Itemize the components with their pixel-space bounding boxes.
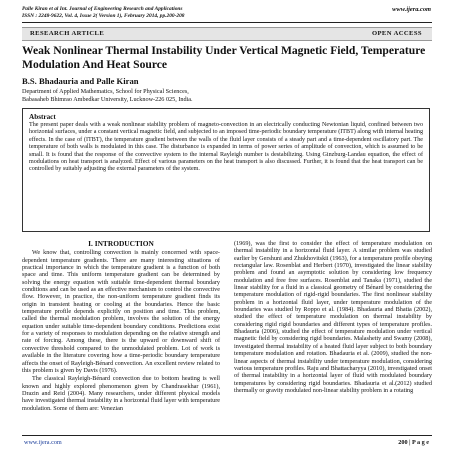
section-heading-introduction: I. INTRODUCTION: [88, 239, 154, 248]
abstract-heading: Abstract: [29, 113, 56, 121]
abstract-box: [22, 108, 430, 232]
journal-citation: [22, 6, 432, 19]
author-affiliation: [22, 88, 322, 103]
paper-authors: B.S. Bhadauria and Palle Kiran: [22, 76, 139, 86]
citation-line-2: ISSN : 2248-9622, Vol. 4, Issue 2( Version 1), February 2014, pp.200-208: [22, 12, 185, 19]
affiliation-line-2: Babasaheb Bhimrao Ambedkar University, Lucknow-226 025, India.: [22, 95, 193, 103]
right-column: [234, 240, 432, 395]
intro-paragraph-2: The classical Rayleigh-Bénard convection due to bottom heating is well known and highly explored phenomenon given by Chandrasekhar (1961), Drazin and Reid (2004). Many researchers, under different physical models have investigated thermal instability in a horizontal fluid layer with temperature modulation. Some of them are: Venezian: [22, 375, 220, 412]
page-number: 200 | P a g e: [398, 439, 429, 446]
article-type-label: RESEARCH ARTICLE: [30, 30, 105, 37]
intro-paragraph-1: We know that, controlling convection is mainly concerned with space-dependent temperature gradients. There are many interesting situations of practical importance in which the temperature gradient is a function of both space and time. This uniform temperature gradient can be determined by solving the energy equation with suitable time-dependent thermal boundary conditions and can be used as an effective mechanism to control the convective flow. However, in practice, the non-uniform temperature gradient finds its origin in transient heating or cooling at the boundaries. Hence the basic temperature profile depends explicitly on position and time. This problem, called the thermal modulation problem, involves the solution of the energy equation under suitable time-dependent boundary conditions. Predictions exist for a variety of responses to modulation depending on the relative strength and rate of forcing. Among these, there is the upward or downward shift of convective threshold compared to the unmodulated problem. Lot of work is available in the literature covering how a time-periodic boundary temperature affects the onset of Rayleigh-Bénard convection. An excellent review related to this problem is given by Davis (1976).: [22, 249, 220, 374]
affiliation-line-1: Department of Applied Mathematics, School for Physical Sciences,: [22, 88, 189, 95]
footer-rule: [22, 435, 432, 436]
open-access-label: OPEN ACCESS: [371, 30, 422, 37]
abstract-text: The present paper deals with a weak nonlinear stability problem of magneto-convection in an electrically conducting Newtonian liquid, confined between two horizontal surfaces, under a constant vertical magnetic field, and subjected to an imposed time-periodic boundary temperature (ITBT) along with internal heating effects. In the case of (ITBT), the temperature gradient between the walls of the fluid layer consists of a steady part and a time-dependent oscillatory part. The temperature of both walls is modulated in this case. The disturbance is expanded in terms of power series of amplitude of convection, which is assumed to be small. It is found that the response of the convective system to the internal Rayleigh number is destabilizing. Using Ginzburg-Landau equation, the effect of modulations on heat transport is analyzed. Effect of various parameters on the heat transport is also discussed. Further, it is found that the heat transport can be controlled by suitably adjusting the external parameters of the system.: [29, 122, 423, 173]
article-type-bar: [22, 27, 432, 41]
header-rule: [22, 22, 432, 23]
header-site-link[interactable]: www.ijera.com: [392, 6, 431, 13]
citation-line-1: Palle Kiran et al Int. Journal of Engineering Research and Applications: [22, 6, 183, 12]
paper-title: Weak Nonlinear Thermal Instability Under Vertical Magnetic Field, Temperature Modulation And Heat Source: [22, 44, 426, 71]
footer-site-link[interactable]: www.ijera.com: [24, 439, 62, 446]
left-column: [22, 240, 220, 413]
intro-paragraph-3: (1969), was the first to consider the effect of temperature modulation on thermal instability in a horizontal fluid layer. A similar problem was studied earlier by Gershuni and Zhukhovitskii (1963), for a temperature profile obeying rectangular law. Rosenblat and Herbert (1970), investigated the linear stability problem and found an asymptotic solution by considering low frequency modulation and free free surfaces. Rosenblat and Tanaka (1971), studied the linear stability for a fluid in a classical geometry of Bénard by considering the temperature modulation of rigid-rigid boundaries. The first nonlinear stability problem in a horizontal fluid layer, under temperature modulation of the boundaries was studied by Roppo et al. (1984). Bhadauria and Bhatia (2002), studied the effect of temperature modulation on thermal instability by considering rigid rigid boundaries and different types of temperature profiles. Bhadauria (2006), studied the effect of temperature modulation under vertical magnetic field by considering rigid boundaries. Malashetty and Swamy (2008), investigated thermal instability of a heated fluid layer subject to both boundary temperature modulation and rotation. Bhadauria et al. (2009), studied the non-linear aspects of thermal instability under temperature modulation, considering various temperature profiles. Raju and Bhattacharyya (2010), investigated onset of thermal instability in a horizontal layer of fluid with modulated boundary temperatures by considering rigid boundaries. Bhadauria et al.(2012) studied thermally or gravity modulated non-linear stability problem in a rotating: [234, 240, 432, 394]
